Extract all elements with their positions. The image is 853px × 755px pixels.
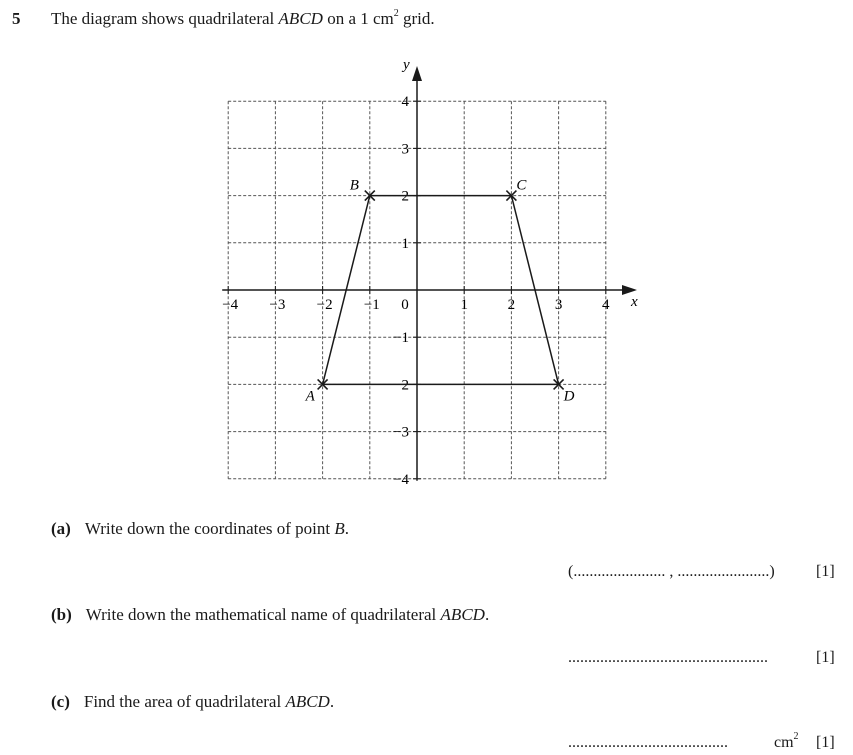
x-tick-label: −1 — [363, 297, 380, 313]
part-c-text: Find the area of quadrilateral ABCD. — [83, 692, 335, 711]
point-a-label: A — [305, 388, 315, 405]
y-axis-arrowhead — [412, 66, 422, 81]
y-tick-label: 3 — [401, 141, 409, 158]
y-tick-label: −4 — [393, 471, 409, 488]
part-c-letter: (c) — [51, 692, 70, 711]
part-c-marks: [1] — [816, 734, 835, 751]
part-a — [51, 519, 349, 539]
x-axis-label: x — [631, 294, 638, 310]
x-tick-label: 2 — [507, 297, 516, 313]
quadrilateral-abcd — [305, 178, 575, 405]
axis-ticks — [222, 94, 610, 488]
part-a-marks: [1] — [816, 563, 835, 580]
intro-sup: 2 — [393, 8, 399, 19]
part-a-letter: (a) — [51, 519, 71, 538]
part-b-letter: (b) — [51, 605, 72, 624]
y-axis-label: y — [403, 57, 410, 73]
intro-shape-name: ABCD — [278, 9, 323, 28]
part-c — [51, 692, 334, 712]
y-tick-label: 2 — [401, 188, 409, 205]
x-tick-label: 4 — [602, 297, 610, 313]
part-a-text: Write down the coordinates of point B. — [84, 519, 349, 538]
point-d-label: D — [563, 388, 575, 405]
part-b-marks: [1] — [816, 649, 835, 666]
x-tick-label: −4 — [222, 297, 239, 313]
intro-prefix: The diagram shows quadrilateral — [51, 9, 279, 28]
part-b-answer-line[interactable]: .................................................. — [568, 649, 768, 666]
intro-suffix: grid. — [398, 9, 435, 28]
point-c-label: C — [516, 177, 527, 194]
y-tick-label: 4 — [401, 94, 409, 111]
x-tick-label: 1 — [460, 297, 468, 313]
x-tick-label: 3 — [554, 297, 563, 313]
part-a-answer-line[interactable]: (....................... , .......................) — [568, 563, 775, 580]
y-tick-label: −3 — [393, 424, 409, 441]
y-tick-label: −2 — [393, 377, 409, 394]
part-b — [51, 605, 489, 625]
part-b-text: Write down the mathematical name of quadrilateral ABCD. — [85, 605, 490, 624]
axes — [222, 57, 638, 481]
point-b-label: B — [349, 177, 359, 194]
y-tick-label: −1 — [393, 330, 409, 347]
x-tick-label: −2 — [316, 297, 333, 313]
question-number: 5 — [12, 9, 21, 28]
part-c-unit: $cm^2$ — [774, 731, 799, 751]
y-tick-label: 1 — [401, 235, 409, 252]
part-c-answer-line[interactable]: ........................................ — [568, 734, 728, 751]
x-tick-label: −3 — [269, 297, 286, 313]
intro-mid: on a 1 cm — [322, 9, 394, 28]
x-tick-label: 0 — [401, 297, 409, 313]
